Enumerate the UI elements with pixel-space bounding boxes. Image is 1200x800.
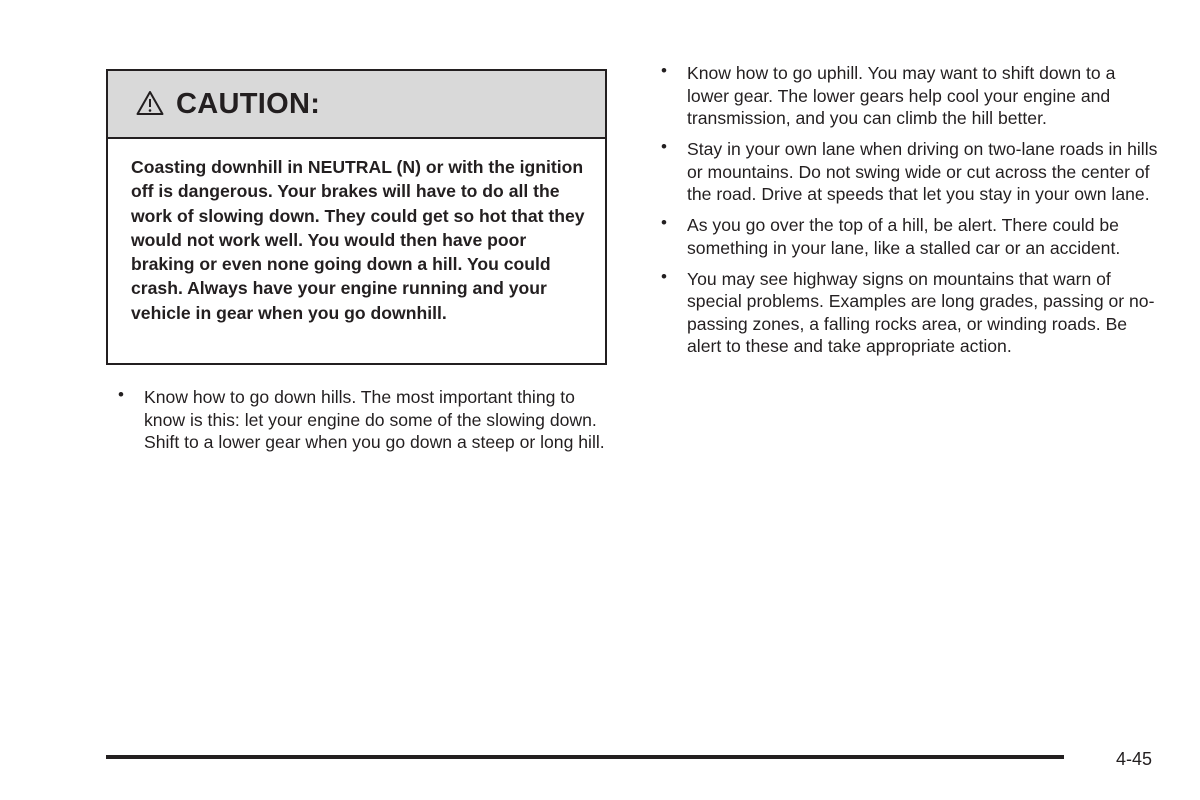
bullet-icon: • (661, 137, 667, 156)
bullet-icon: • (661, 266, 667, 286)
warning-triangle-icon (136, 90, 164, 116)
bullet-icon: • (661, 213, 667, 232)
list-item (661, 214, 1161, 259)
bullet-icon: • (118, 385, 124, 404)
footer-divider (106, 755, 1064, 759)
caution-header (108, 71, 605, 139)
bullet-icon: • (661, 61, 667, 80)
list-item-text: Stay in your own lane when driving on two-lane roads in hills or mountains. Do not swing wide or cut across the center of the road. Drive at speeds that let you stay in your own lane. (687, 139, 1158, 204)
list-item-text: You may see highway signs on mountains that warn of special problems. Examples are long grades, passing or no-passing zones, a falling rocks area, or winding roads. Be alert to these and take appropriate action. (687, 268, 1155, 356)
caution-box (106, 69, 607, 365)
list-item (661, 138, 1161, 206)
caution-title: CAUTION: (176, 87, 321, 120)
caution-text: Coasting downhill in NEUTRAL (N) or with the ignition off is dangerous. Your brakes will have to do all the work of slowing down. They could get so hot that they would not work well. You would then have poor braking or even none going down a hill. You could crash. Always have your engine running and your vehicle in gear when you go downhill. (131, 157, 585, 323)
list-item (661, 268, 1161, 358)
list-item-text: Know how to go down hills. The most important thing to know is this: let your engine do some of the slowing down. Shift to a lower gear when you go down a steep or long hill. (144, 387, 605, 452)
list-item (118, 386, 618, 454)
right-bullet-list (661, 62, 1161, 366)
page-number: 4-45 (1116, 749, 1153, 769)
list-item-text: As you go over the top of a hill, be alert. There could be something in your lane, like a stalled car or an accident. (687, 215, 1121, 258)
list-item (661, 62, 1161, 130)
list-item-text: Know how to go uphill. You may want to shift down to a lower gear. The lower gears help cool your engine and transmission, and you can climb the hill better. (687, 63, 1116, 128)
left-bullet-list (118, 386, 618, 462)
